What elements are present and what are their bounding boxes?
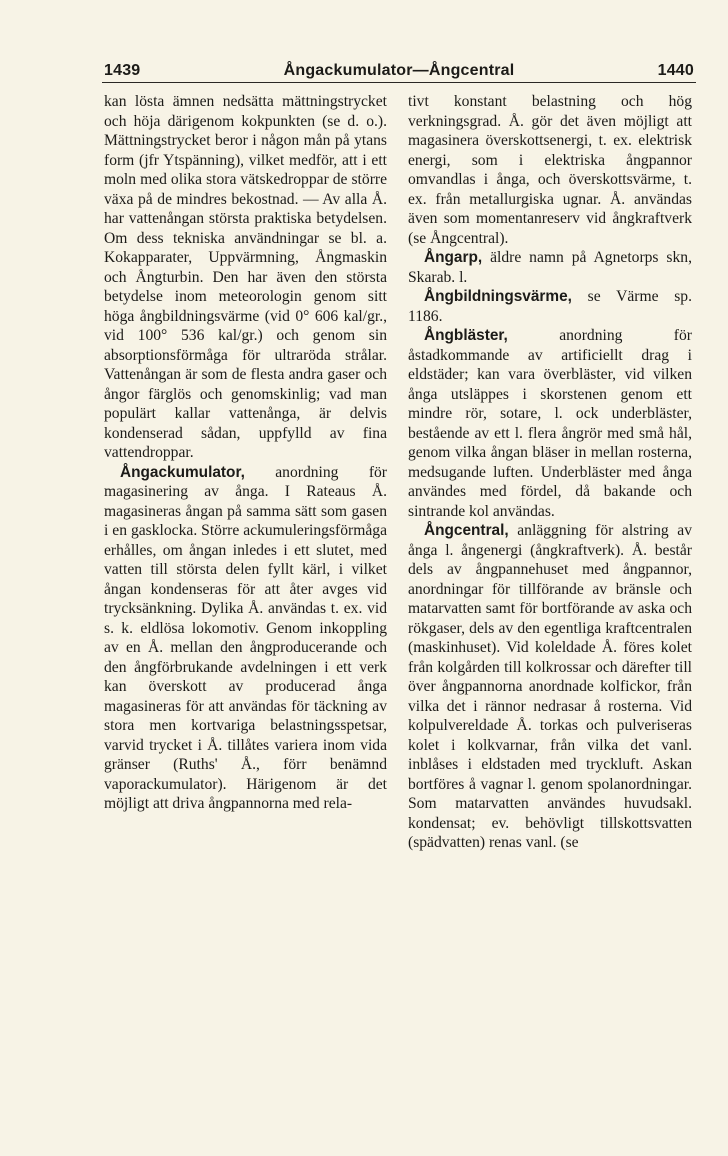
entry-angackumulator: [104, 463, 387, 814]
entry-text: äldre namn på Agnetorps skn, Skarab. l.: [408, 249, 692, 286]
header-rule: [102, 82, 696, 83]
running-header: [104, 50, 694, 80]
entry-text: anordning för magasinering av ånga. I Rateaus Å. magasineras ångan på samma sätt som gasen i en gasklocka. Större ackumuleringsförmåga erhålles, om ångan inledes i ett slutet, med vatten till största delen fyllt kärl, i vilket ångan kondenseras för att åter avges vid trycksänkning. Dylika Å. användas t. ex. vid s. k. eldlösa lokomotiv. Genom inkoppling av en Å. mellan den ångproducerande och den ångförbrukande avdelningen i ett verk kan överskott av producerad ånga magasineras för att användas för täckning av stora men kortvariga belastningsspetsar, varvid trycket i Å. tillåtes variera inom vida gränser (Ruths' Å., förr benämnd vaporackumulator). Härigenom är det möjligt att driva ångpannorna med rela-: [104, 463, 387, 812]
running-title: Ångackumulator—Ångcentral: [283, 62, 515, 79]
page-number-right: 1440: [657, 62, 694, 79]
entry-text: anordning för åstadkommande av artificiellt drag i eldstäder; kan vara överbläster, vid vilken ånga utsläppes i skorstenen genom ett mindre rör, sotare, l. ock underbläster, bestående av ett l. flera ångrör med små hål, genom vilka ångan bläser in mellan rosterna, medsugande luften. Underbläster med ånga användes med fördel, då bakande och sintrande kol användas.: [408, 327, 692, 520]
headword: Ångbläster,: [424, 327, 508, 344]
continued-paragraph: kan lösta ämnen nedsätta mättningstrycket och höja därigenom kokpunkten (se d. o.). Mättningstrycket beror i någon mån på ytans form (jfr Ytspänning), vilket medför, att i ett moln med olika stora vätskedroppar de större växa på de mindres bekostnad. — Av alla Å. har vattenångan största praktiska betydelsen. Om dess tekniska användningar se bl. a. Kokapparater, Uppvärmning, Ångmaskin och Ångturbin. Den har även den största betydelse inom meteorologin genom sitt höga ångbildningsvärme (vid 0° 606 kal/gr., vid 100° 536 kal/gr.) och genom sin absorptionsförmåga för ultraröda strålar. Vattenångan är som de flesta andra gaser och ångor färglös och genomskinlig; vad man populärt kallar vattenånga, är delvis kondenserad sådan, uppfylld av fina vattendroppar.: [104, 93, 387, 461]
entry-angbildningsvarme: [408, 287, 692, 326]
headword: Ångarp,: [424, 249, 483, 266]
left-column: [104, 92, 387, 814]
right-column: [408, 92, 692, 853]
entry-angarp: [408, 248, 692, 287]
entry-text: se Värme sp. 1186.: [408, 288, 692, 325]
entry-angblaster: [408, 326, 692, 521]
headword: Ångackumulator,: [120, 463, 245, 481]
page-number-left: 1439: [104, 62, 141, 79]
continued-paragraph: tivt konstant belastning och hög verkningsgrad. Å. gör det även möjligt att magasinera överskottsenergi, t. ex. elektrisk energi, som i elektriska ångpannor omvandlas i ånga, och överskottsvärme, t. ex. från metallurgiska ugnar. Å. användas även som momentanreserv vid ångkraftverk (se Ångcentral).: [408, 93, 692, 247]
headword: Ångcentral,: [424, 522, 509, 539]
headword: Ångbildningsvärme,: [424, 288, 572, 305]
entry-angcentral: [408, 521, 692, 853]
entry-text: anläggning för alstring av ånga l. ångenergi (ångkraftverk). Å. består dels av ångpannehuset med ångpannor, anordningar för tillförande av bränsle och matarvatten samt för bortförande av aska och rökgaser, dels av den egentliga kraftcentralen (maskinhuset). Vid koleldade Å. föres kolet från kolgården till kolkrossar och därefter till över ångpannorna anordnade kolfickor, från vilka det i rännor nedrasar å rosterna. Vid kolpulvereldade Å. torkas och pulveriseras kolet i kolkvarnar, från vilka det vanl. inblåses i eldstaden med tryckluft. Askan bortföres å vagnar l. genom spolanordningar. Som matarvatten användes huvudsakl. kondensat; ev. behövligt tillskottsvatten (spädvatten) renas vanl. (se: [408, 522, 692, 851]
